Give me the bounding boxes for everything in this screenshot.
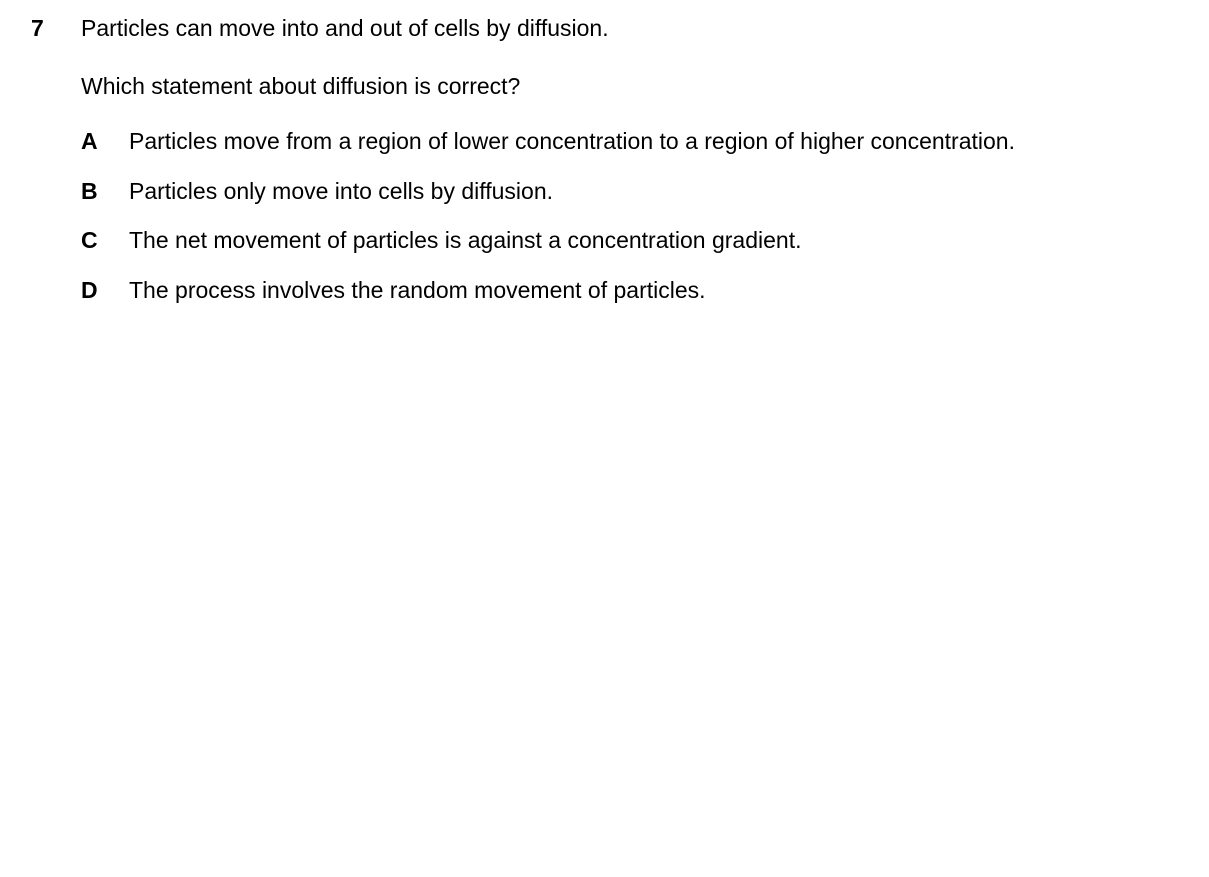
question-stem: Particles can move into and out of cells by diffusion. <box>81 15 609 41</box>
option-text: Particles move from a region of lower concentration to a region of higher concentration. <box>129 128 1015 154</box>
option-letter: A <box>81 128 98 154</box>
option-letter: C <box>81 227 98 253</box>
option-text: The process involves the random movement of particles. <box>129 276 706 303</box>
option-letter: D <box>81 276 98 303</box>
option-text: The net movement of particles is against a concentration gradient. <box>129 227 802 253</box>
question-prompt: Which statement about diffusion is correct? <box>81 73 521 99</box>
question-number: 7 <box>31 15 44 41</box>
option-letter: B <box>81 177 98 204</box>
option-text: Particles only move into cells by diffusion. <box>129 177 553 204</box>
